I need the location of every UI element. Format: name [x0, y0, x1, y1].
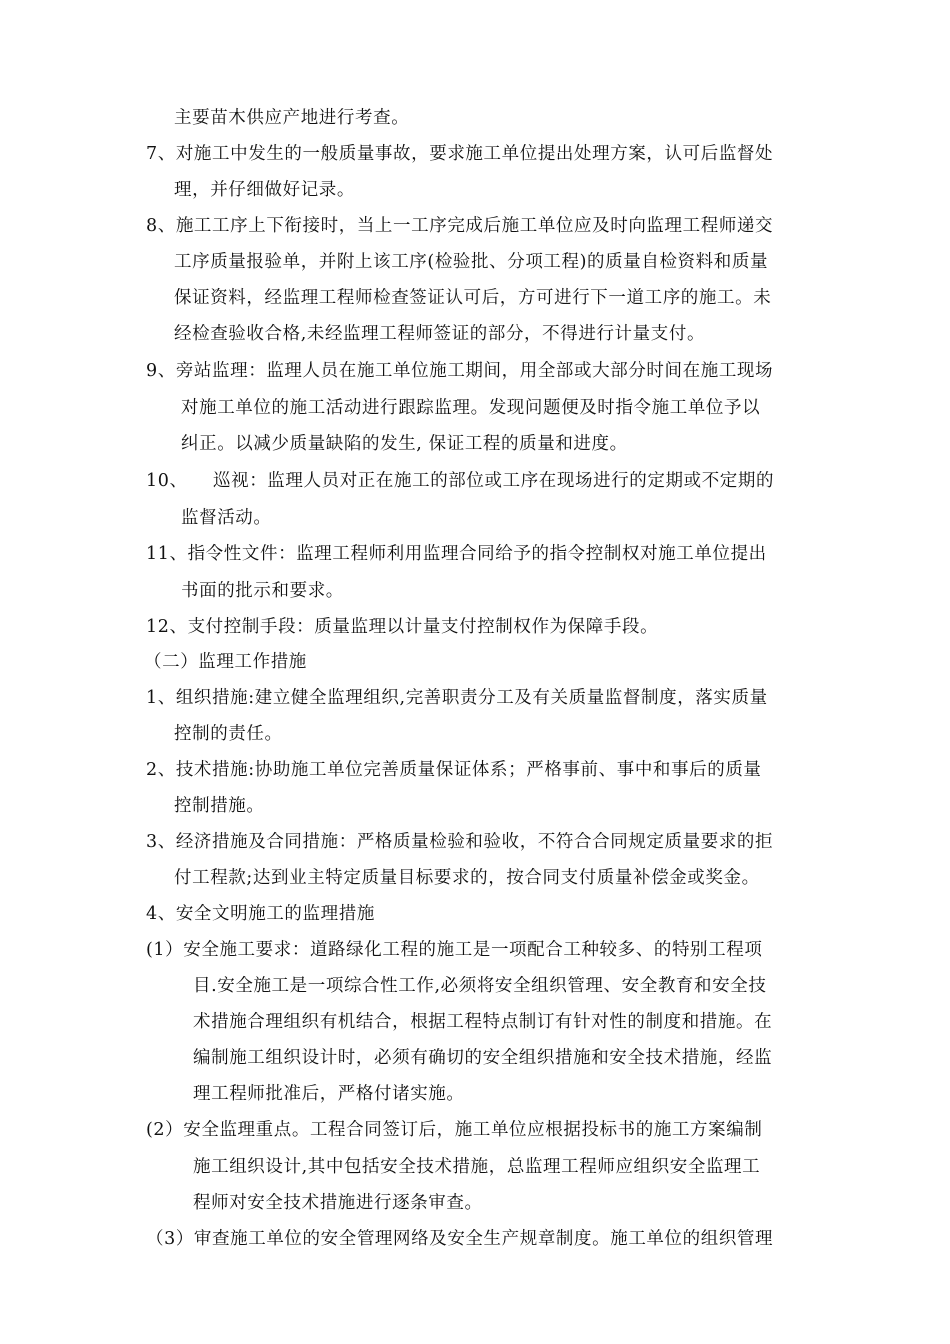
text-line: 主要苗木供应产地进行考查。: [174, 108, 410, 128]
measure-item-3: 3、经济措施及合同措施：严格质量检验和验收，不符合合同规定质量要求的拒: [146, 832, 774, 852]
text-line: 程师对安全技术措施进行逐条审查。: [193, 1193, 483, 1213]
text-line: 经检查验收合格,未经监理工程师签证的部分，不得进行计量支付。: [174, 324, 706, 344]
text-line: 术措施合理组织有机结合，根据工程特点制订有针对性的制度和措施。在: [193, 1012, 773, 1032]
measure-item-2: 2、技术措施:协助施工单位完善质量保证体系；严格事前、事中和事后的质量: [146, 760, 762, 780]
text-line: 理工程师批准后，严格付诸实施。: [193, 1084, 465, 1104]
text-line: 控制措施。: [174, 796, 265, 816]
text-line: 付工程款;达到业主特定质量目标要求的，按合同支付质量补偿金或奖金。: [174, 868, 760, 888]
list-item-11: 11、指令性文件：监理工程师利用监理合同给予的指令控制权对施工单位提出: [146, 544, 767, 564]
list-item-10-number: 10、: [146, 471, 188, 491]
text-line: 理，并仔细做好记录。: [174, 180, 355, 200]
measure-item-1: 1、组织措施:建立健全监理组织,完善职责分工及有关质量监督制度，落实质量: [146, 688, 768, 708]
sub-item-2: (2）安全监理重点。工程合同签订后，施工单位应根据投标书的施工方案编制: [146, 1120, 763, 1140]
list-item-10: 巡视：监理人员对正在施工的部位或工序在现场进行的定期或不定期的: [213, 471, 775, 491]
section-heading: （二）监理工作措施: [144, 652, 307, 672]
text-line: 书面的批示和要求。: [181, 581, 344, 601]
text-line: 控制的责任。: [174, 724, 283, 744]
list-item-9: 9、旁站监理：监理人员在施工单位施工期间，用全部或大部分时间在施工现场: [146, 361, 774, 381]
measure-item-4: 4、安全文明施工的监理措施: [146, 904, 375, 924]
sub-item-3: （3）审查施工单位的安全管理网络及安全生产规章制度。施工单位的组织管理: [146, 1229, 774, 1249]
text-line: 监督活动。: [181, 508, 272, 528]
list-item-7: 7、对施工中发生的一般质量事故，要求施工单位提出处理方案，认可后监督处: [146, 144, 774, 164]
text-line: 纠正。以减少质量缺陷的发生, 保证工程的质量和进度。: [181, 434, 628, 454]
text-line: 施工组织设计,其中包括安全技术措施，总监理工程师应组织安全监理工: [193, 1157, 761, 1177]
text-line: 工序质量报验单，并附上该工序(检验批、分项工程)的质量自检资料和质量: [174, 252, 769, 272]
list-item-12: 12、支付控制手段：质量监理以计量支付控制权作为保障手段。: [146, 617, 659, 637]
text-line: 目.安全施工是一项综合性工作,必须将安全组织管理、安全教育和安全技: [193, 976, 767, 996]
list-item-8: 8、施工工序上下衔接时，当上一工序完成后施工单位应及时向监理工程师递交: [146, 216, 774, 236]
sub-item-1: (1）安全施工要求：道路绿化工程的施工是一项配合工种较多、的特别工程项: [146, 940, 763, 960]
text-line: 保证资料，经监理工程师检查签证认可后，方可进行下一道工序的施工。未: [174, 288, 772, 308]
text-line: 编制施工组织设计时，必须有确切的安全组织措施和安全技术措施，经监: [193, 1048, 773, 1068]
text-line: 对施工单位的施工活动进行跟踪监理。发现问题便及时指令施工单位予以: [181, 398, 761, 418]
